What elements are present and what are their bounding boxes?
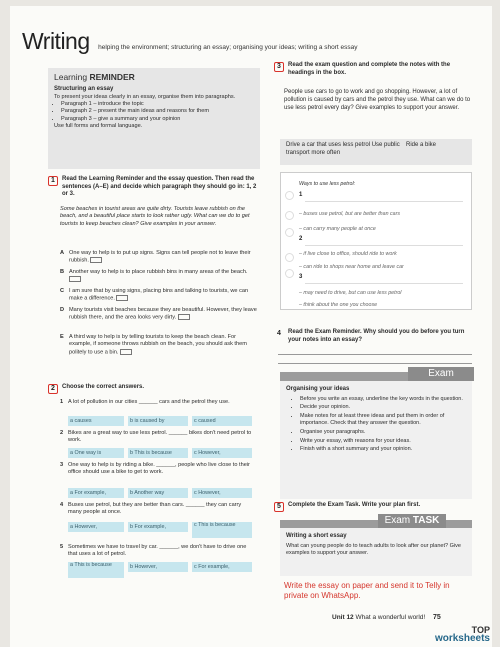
page-subtitle: helping the environment; structuring an essay; organising your ideas; writing a short essay bbox=[98, 44, 358, 51]
answer-line[interactable] bbox=[305, 201, 463, 202]
plan-title: Ways to use less petrol: bbox=[299, 181, 356, 187]
exercise-2-heading bbox=[48, 384, 263, 392]
exercise-2-instruction: Choose the correct answers. bbox=[62, 384, 145, 390]
headings-left: Drive a car that uses less petrol Use public transport more often bbox=[286, 142, 400, 156]
option-b[interactable]: b is caused by bbox=[128, 416, 188, 426]
plan-bullet-icon bbox=[285, 191, 294, 200]
page-number: 75 bbox=[433, 614, 441, 621]
plan-bullet-icon bbox=[285, 211, 294, 220]
watermark-line-2: worksheets bbox=[434, 633, 490, 644]
option-a[interactable]: a causes bbox=[68, 416, 124, 426]
exam-task-heading: Writing a short essay bbox=[286, 533, 347, 539]
exercise-4-instruction: Read the Exam Reminder. Why should you do before you turn your notes into an essay? bbox=[288, 329, 465, 343]
exam-reminder-tab: Exam bbox=[408, 367, 474, 381]
page-title: Writing bbox=[22, 28, 90, 54]
exercise-2-options-4 bbox=[68, 522, 256, 538]
exercise-2-options-1 bbox=[68, 416, 256, 426]
exercise-1-item-d: D Many tourists visit beaches because they are beautiful. However, they leave rubbish there, and the area looks very dirty. bbox=[60, 307, 257, 321]
answer-line[interactable] bbox=[305, 245, 463, 246]
page-header bbox=[22, 28, 358, 55]
list-item: • Before you write an essay, underline the key words in the question. bbox=[300, 396, 466, 403]
option-c[interactable]: c For example, bbox=[192, 562, 252, 572]
exercise-number-4: 4 bbox=[277, 330, 281, 337]
learning-reminder-intro: To present your ideas clearly in an essay, organise them into paragraphs. bbox=[54, 93, 236, 100]
option-c[interactable]: c However, bbox=[192, 448, 252, 458]
exercise-2-item-5: 5 Sometimes we have to travel by car. ______, we don't have to drive one that uses a lot of petrol. bbox=[60, 544, 247, 558]
worksheet-page bbox=[10, 6, 492, 647]
answer-box[interactable] bbox=[116, 295, 128, 301]
option-a[interactable]: a However, bbox=[68, 522, 124, 532]
exercise-2-item-1: 1 A lot of pollution in our cities ______ cars and the petrol they use. bbox=[60, 399, 230, 405]
exercise-2-item-4: 4 Buses use petrol, but they are better than cars. ______ they can carry many people at once. bbox=[60, 502, 242, 516]
exercise-1-heading bbox=[48, 176, 263, 199]
page-footer bbox=[332, 614, 441, 621]
answer-box[interactable] bbox=[120, 349, 132, 355]
exercise-2-item-2: 2 Bikes are a great way to use less petrol. ______ bikes don't need petrol to work. bbox=[60, 430, 252, 444]
learning-reminder-heading: Structuring an essay bbox=[54, 86, 114, 93]
exercise-number-3: 3 bbox=[274, 62, 284, 72]
exercise-2-item-3: 3 One way to help is by riding a bike. ______, people who live close to their office should use a bike to get to work. bbox=[60, 462, 250, 476]
learning-reminder-list bbox=[61, 101, 254, 123]
list-item: • Finish with a short summary and your opinion. bbox=[300, 446, 466, 453]
exercise-3-heading bbox=[274, 62, 474, 77]
learning-reminder-box bbox=[48, 68, 260, 169]
unit-number: Unit 12 bbox=[332, 614, 354, 621]
plan-bullet-icon bbox=[285, 269, 294, 278]
watermark-logo bbox=[435, 626, 490, 643]
exercise-1-item-e: E A third way to help is by telling tourists to keep the beach clean. For example, if someone throws rubbish on the beach, you should ask them politely to use a bin. bbox=[60, 334, 247, 356]
learning-reminder-footer: Use full forms and formal language. bbox=[54, 122, 143, 129]
unit-title: What a wonderful world! bbox=[355, 614, 426, 621]
exam-reminder-box bbox=[280, 381, 472, 499]
exercise-1-item-c: C I am sure that by using signs, placing bins and talking to tourists, we can make a difference. bbox=[60, 288, 249, 302]
essay-plan: Ways to use less petrol: 1 – buses use petrol, but are better than cars – can carry many people at once 2 – if live close to office, should ride to work – can ride to shops near home and leave car 3 – may need to drive, but can use less petrol – think about the one you choose bbox=[280, 172, 472, 310]
option-c[interactable]: c caused bbox=[192, 416, 252, 426]
exercise-3-instruction: Read the exam question and complete the notes with the headings in the box. bbox=[288, 62, 451, 76]
list-item: • Organise your paragraphs. bbox=[300, 429, 466, 436]
exercise-2-options-2 bbox=[68, 448, 256, 458]
exercise-1-item-b: B Another way to help is to place rubbish bins in many areas of the beach. bbox=[60, 269, 260, 284]
list-item: • Paragraph 2 – present the main ideas and reasons for them bbox=[61, 108, 254, 115]
exam-task-box bbox=[280, 528, 472, 576]
exam-task-text: What can young people do to teach adults to look after our planet? Give examples to support your answer. bbox=[286, 542, 461, 556]
plan-bullet-icon bbox=[285, 228, 294, 237]
option-b[interactable]: b This is because bbox=[128, 448, 188, 458]
list-item: • Make notes for at least three ideas and put them in order of importance. Check that they answer the question. bbox=[300, 413, 466, 427]
watermark-line-1: TOP bbox=[471, 624, 490, 635]
exercise-number-5: 5 bbox=[274, 502, 284, 512]
answer-line[interactable] bbox=[305, 283, 463, 284]
list-item: • Write your essay, with reasons for your ideas. bbox=[300, 438, 466, 445]
list-item: • Decide your opinion. bbox=[300, 404, 466, 411]
plan-bullet-icon bbox=[285, 253, 294, 262]
option-a[interactable]: a For example, bbox=[68, 488, 124, 498]
option-a[interactable]: a This is because bbox=[68, 562, 124, 578]
answer-box[interactable] bbox=[90, 257, 102, 263]
answer-line[interactable] bbox=[278, 354, 472, 355]
exercise-4-heading bbox=[274, 329, 474, 344]
whatsapp-note: Write the essay on paper and send it to Telly in private on WhatsApp. bbox=[284, 581, 450, 600]
exercise-2-options-3 bbox=[68, 488, 256, 498]
answer-box[interactable] bbox=[69, 276, 81, 282]
option-b[interactable]: b Another way bbox=[128, 488, 188, 498]
list-item: • Paragraph 1 – introduce the topic bbox=[61, 101, 254, 108]
headings-box bbox=[280, 139, 472, 165]
answer-box[interactable] bbox=[178, 314, 190, 320]
option-b[interactable]: b For example, bbox=[128, 522, 188, 532]
exercise-1-item-a: A One way to help is to put up signs. Signs can tell people not to leave their rubbish. bbox=[60, 250, 251, 264]
list-item: • Paragraph 3 – give a summary and your opinion bbox=[61, 116, 254, 123]
option-a[interactable]: a One way is bbox=[68, 448, 124, 458]
option-c[interactable]: c This is because bbox=[192, 522, 252, 538]
exam-reminder-heading: Organising your ideas bbox=[286, 386, 350, 392]
answer-line[interactable] bbox=[278, 363, 472, 364]
option-c[interactable]: c However, bbox=[192, 488, 252, 498]
exercise-1-instruction: Read the Learning Reminder and the essay question. Then read the sentences (A–E) and decide which paragraph they should go in: 1, 2 or 3. bbox=[62, 176, 257, 197]
exercise-1-question: Some beaches in tourist areas are quite dirty. Tourists leave rubbish on the beach, and a beautiful place starts to look rather ugly. What can we do to get tourists to keep beaches clean? Give examples in your answer. bbox=[60, 206, 250, 227]
exercise-number-1: 1 bbox=[48, 176, 58, 186]
headings-right: Ride a bike bbox=[406, 142, 437, 148]
option-b[interactable]: b However, bbox=[128, 562, 188, 572]
exam-task-tab: Exam TASK bbox=[378, 514, 446, 528]
learning-reminder-title: Learning REMINDER bbox=[54, 72, 135, 82]
exercise-3-question: People use cars to go to work and go shopping. However, a lot of pollution is caused by cars and the petrol they use. What can we do to use less petrol every day? Give examples to support your answer. bbox=[284, 89, 471, 111]
exercise-2-options-5 bbox=[68, 562, 256, 578]
exercise-5-instruction: Complete the Exam Task. Write your plan first. bbox=[288, 502, 421, 508]
exam-reminder-list bbox=[300, 396, 466, 453]
exercise-5-heading bbox=[274, 502, 474, 510]
exercise-number-2: 2 bbox=[48, 384, 58, 394]
